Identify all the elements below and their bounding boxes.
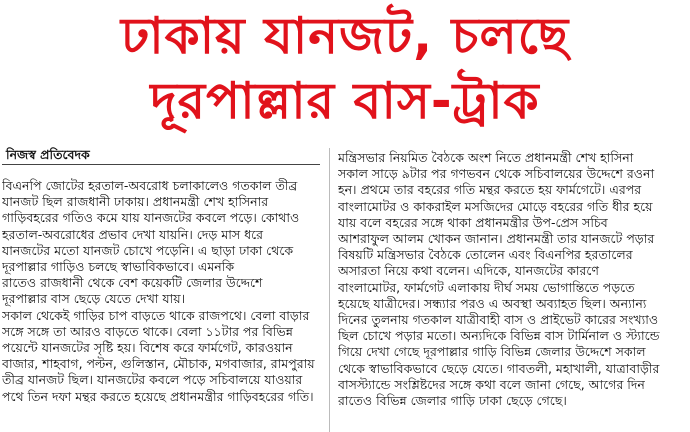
article-line: অসারতা নিয়ে কথা বলেন। এদিকে, যানজটের কারণে [338, 263, 599, 279]
article-line: বিষয়টি মন্ত্রিসভার বৈঠকে তোলেন এবং বিএনপির হরতালের [338, 247, 633, 263]
article-line: গাড়িবহরের গতিও কমে যায় যানজটের কবলে পড়ে। কোথাও [2, 210, 300, 226]
byline: নিজস্ব প্রতিবেদক [6, 147, 90, 162]
article-line: বাংলামোটর ও কাকরাইল মসজিদের মোড়ে বহরের গতি ধীর হয়ে [338, 198, 653, 214]
article-line: বাজার, শাহবাগ, পল্টন, গুলিস্তান, মৌচাক, মগবাজার, রামপুরায় [2, 356, 315, 372]
article-line: পয়েন্টে যানজটের সৃষ্টি হয়। বিশেষ করে ফার্মগেট, কারওয়ান [2, 340, 293, 356]
article-line: বাসস্ট্যান্ডে সংশ্লিষ্টদের সঙ্গে কথা বলে জানা গেছে, আগের দিন [338, 376, 645, 392]
article-line: সকাল থেকেই গাড়ির চাপ বাড়তে থাকে রাজপথে। বেলা বাড়ার [2, 307, 310, 323]
article-line: তীব্র যানজট ছিল। যানজটের কবলে পড়ে সচিবালয়ে যাওয়ার [2, 372, 303, 388]
article-line: ছিল চোখে পড়ার মতো। অন্যদিকে বিভিন্ন বাস টার্মিনাল ও স্ট্যান্ডে [338, 328, 660, 344]
article-line: আশরাফুল আলম খোকন জানান। প্রধানমন্ত্রী তার যানজটে পড়ার [338, 231, 655, 247]
article-line: দিনের তুলনায় গতকাল যাত্রীবাহী বাস ও প্রাইভেট কারের সংখ্যাও [338, 312, 659, 328]
article-line: পথে তিন দফা মন্থর করতে হয়েছে প্রধানমন্ত্রীর গাড়িবহরের গতি। [2, 388, 314, 404]
headline [0, 2, 690, 132]
article-line: গিয়ে দেখা গেছে দূরপাল্লার গাড়ি বিভিন্ন জেলার উদ্দেশে সকাল [338, 344, 646, 360]
headline-line-1: ঢাকায় যানজট, চলছে [120, 7, 570, 65]
article-left-column [2, 178, 320, 405]
article-line: হন। প্রথমে তার বহরের গতি মন্থর করতে হয় ফার্মগেটে। এরপর [338, 182, 642, 198]
article-line: সঙ্গে সঙ্গে তা আরও বাড়তে থাকে। বেলা ১১টার পর বিভিন্ন [2, 323, 293, 339]
article-line: রাতেও বিভিন্ন জেলার গাড়ি ঢাকা ছেড়ে গেছে। [338, 393, 567, 409]
article-line: যানজটের মতো যানজট চোখে পড়েনি। এ ছাড়া ঢাকা থেকে [2, 242, 294, 258]
column-divider [329, 148, 330, 432]
article-line: হরতাল-অবরোধের প্রভাব দেখা যায়নি। দেড় মাস ধরে [2, 226, 264, 242]
article-line: সকাল সাড়ে ৯টার পর গণভবন থেকে সচিবালয়ের উদ্দেশে রওনা [338, 166, 655, 182]
article-line: বিএনপি জোটের হরতাল-অবরোধ চলাকালেও গতকাল তীব্র [2, 178, 298, 193]
article-line: মন্ত্রিসভার নিয়মিত বৈঠকে অংশ নিতে প্রধানমন্ত্রী শেখ হাসিনা [338, 150, 634, 165]
article-line: যানজট ছিল রাজধানী ঢাকায়। প্রধানমন্ত্রী শেখ হাসিনার [2, 194, 269, 210]
article-line: যায় বলে বহরের সঙ্গে থাকা প্রধানমন্ত্রীর উপ-প্রেস সচিব [338, 214, 608, 230]
article-line: দূরপাল্লার বাস ছেড়ে যেতে দেখা যায়। [2, 291, 186, 307]
article-line: বাংলামোটর, ফার্মগেট এলাকায় দীর্ঘ সময় ভোগান্তিতে পড়তে [338, 279, 635, 295]
article-line: দূরপাল্লার গাড়িও চলছে স্বাভাবিকভাবে। এমনকি [2, 259, 235, 275]
article-line: হয়েছে যাত্রীদের। সন্ধ্যার পরও এ অবস্থা অব্যাহত ছিল। অন্যান্য [338, 295, 647, 311]
article-line: রাতেও রাজধানী থেকে বেশ কয়েকটি জেলার উদ্দেশে [2, 275, 263, 291]
article-line: থেকে স্বাভাবিকভাবে ছেড়ে যেতে। গাবতলী, মহাখালী, যাত্রাবাড়ীর [338, 360, 660, 376]
byline-divider [2, 164, 320, 165]
article-right-column [338, 150, 684, 409]
headline-line-2: দূরপাল্লার বাস-ট্রাক [150, 72, 540, 130]
